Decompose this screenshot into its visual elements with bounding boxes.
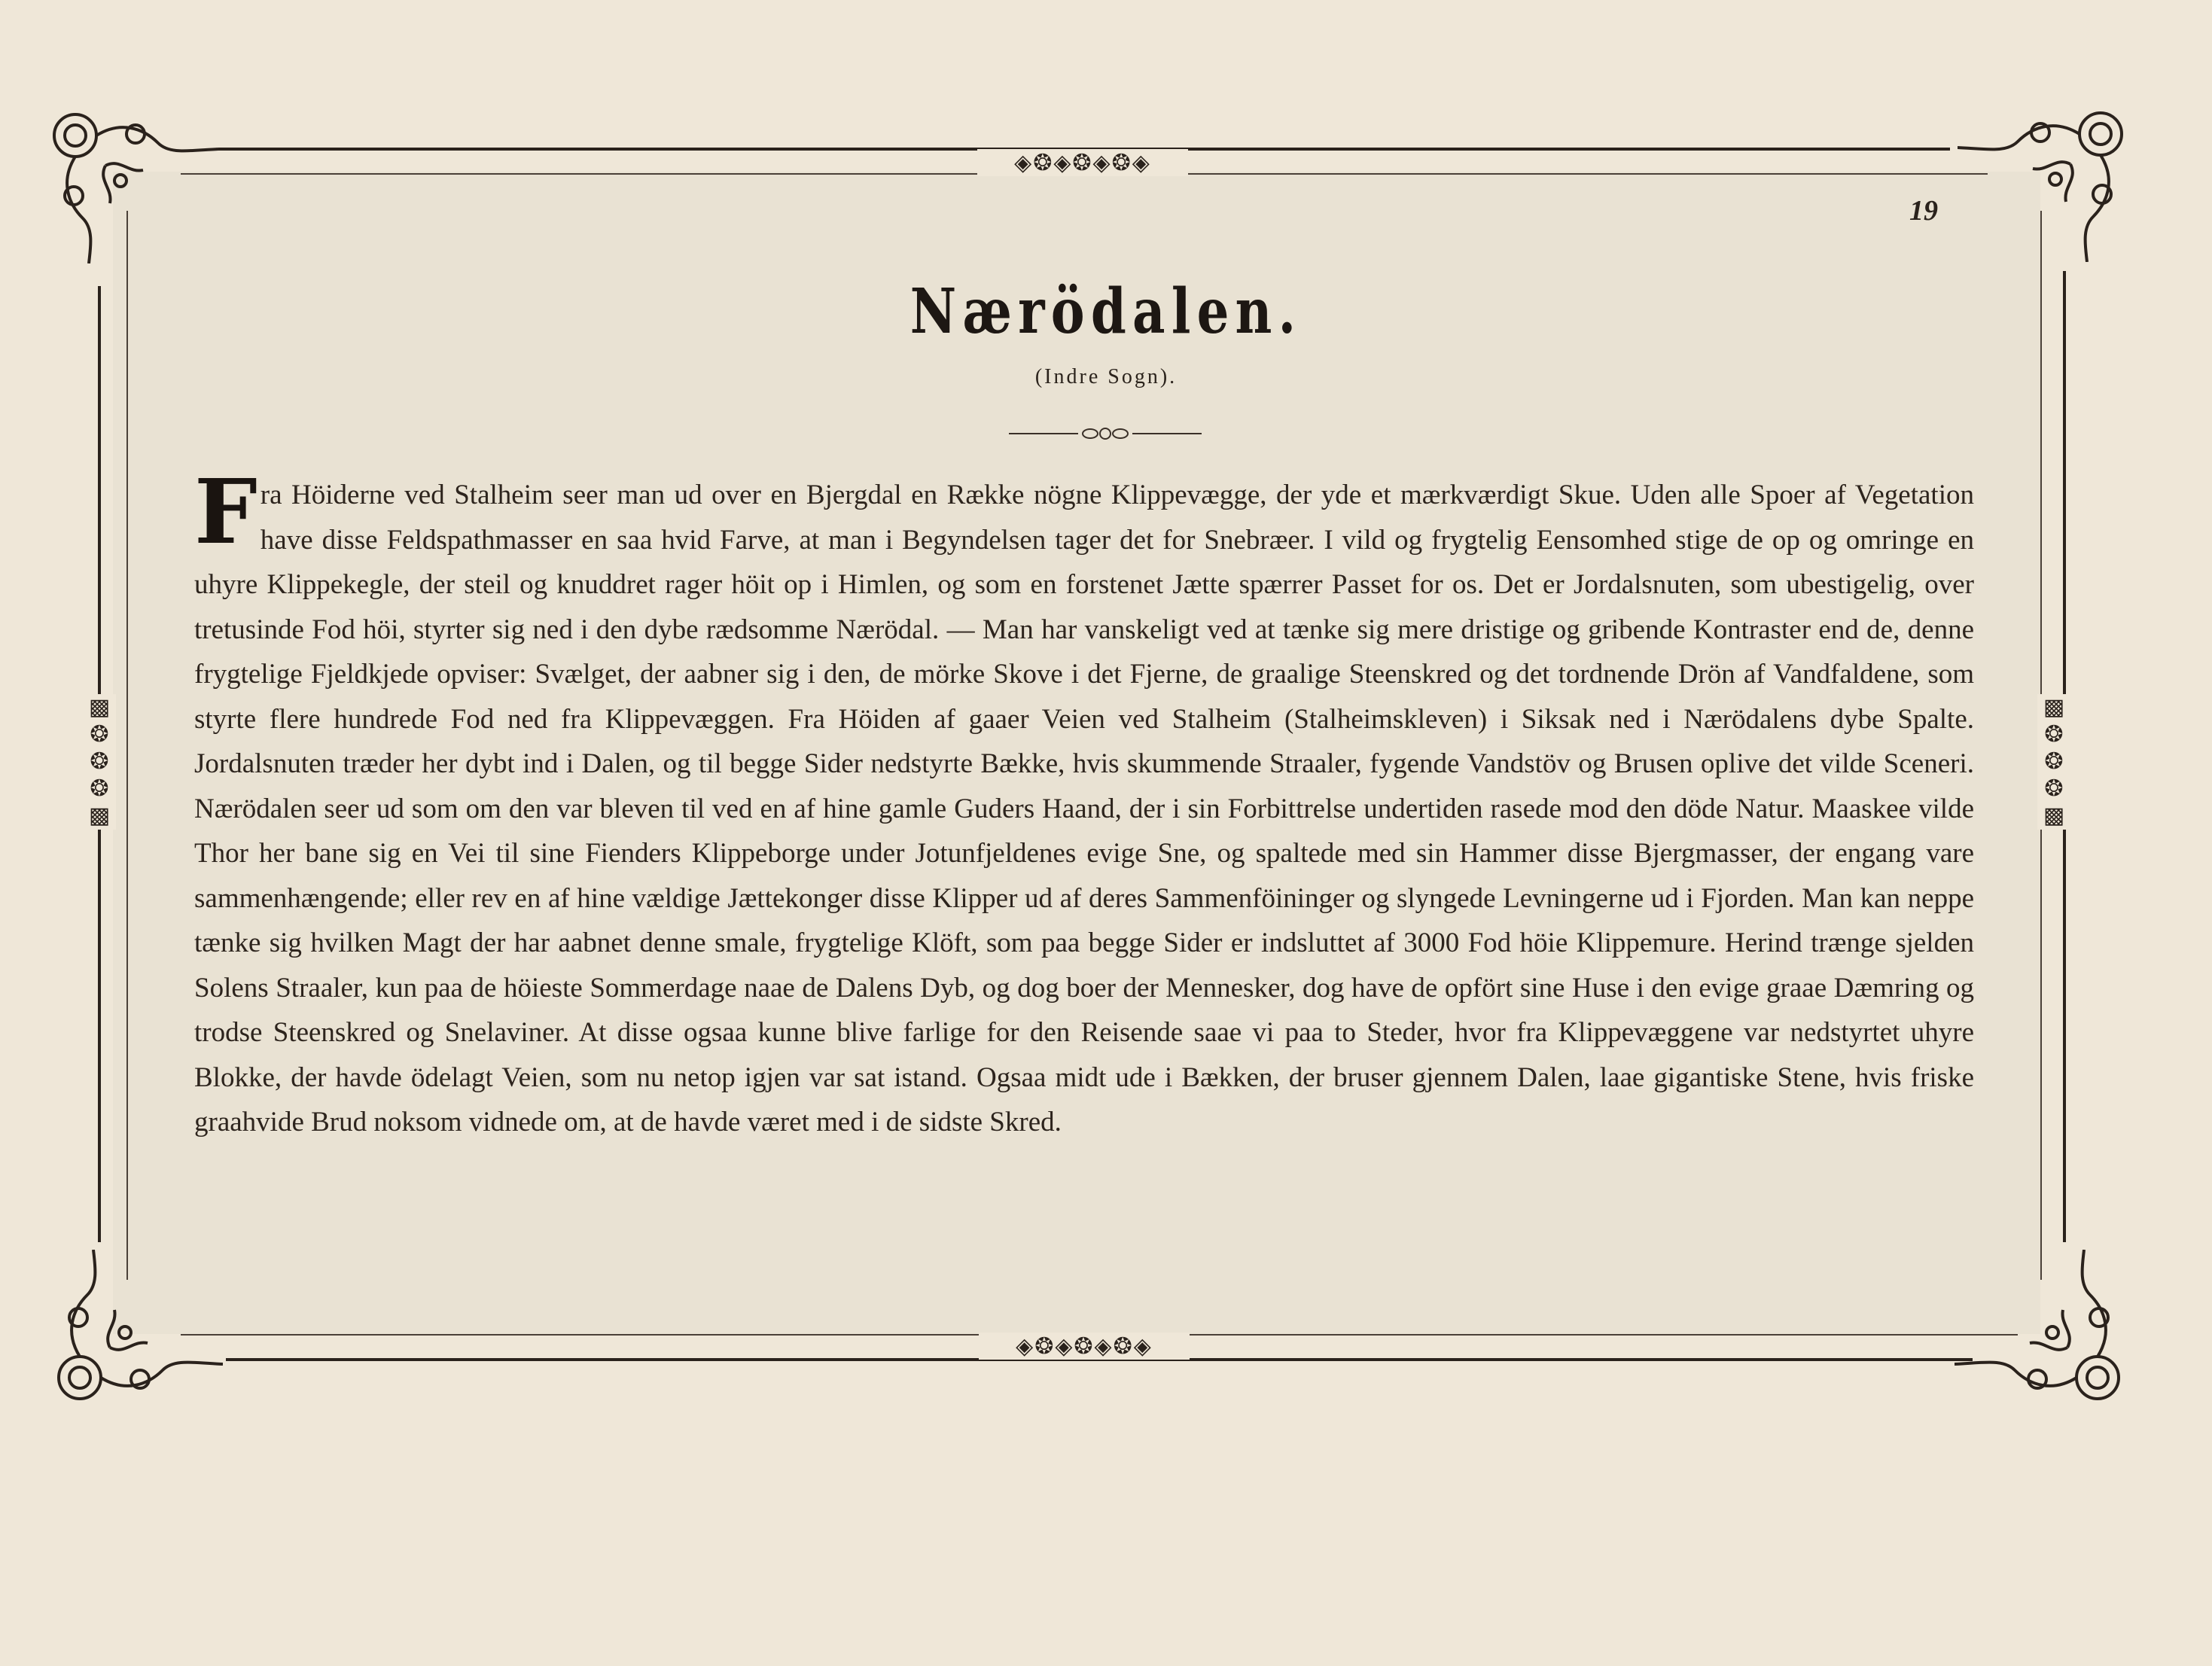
body-text: ra Höiderne ved Stalheim seer man ud over en Bjergdal en Række nögne Klippevægge, der yde et mærkværdigt Skue. Uden alle Spoer af Vegetation have disse Feldspathmasser en saa hvid Farve, at man i Begyndelsen tager det for Snebræer. I vild og frygtelig Eensomhed stige de op og omringe en uhyre Klippekegle, der steil og knuddret rager höit op i Himlen, og som en forstenet Jætte spærrer Passet for os. Det er Jordalsnuten, som ubestigelig, over tretusinde Fod höi, styrter sig ned i den dybe rædsomme Nærödal. — Man har vanskeligt ved at tænke sig mere dristige og gribende Kontraster end de, denne frygtelige Fjeldkjede opviser: Svælget, der aabner sig i den, de mörke Skove i det Fjerne, de graalige Steenskred og det tordnende Drön af Vandfaldene, som styrte flere hundrede Fod ned fra Klippevæggen. Fra Höiden af gaaer Veien ved Stalheim (Stalheimskleven) i Siksak ned i Nærödalens dybe Spalte. Jordalsnuten træder her dybt ind i Dalen, og til begge Sider nedstyrte Bække, hvis skummende Straaler, fygende Vandstöv og Brusen oplive det vilde Sceneri. Nærödalen seer ud som om den var bleven til ved en af hine gamle Guders Haand, der i sin Forbittrelse undertiden rasede mod den döde Natur. Maaskee vilde Thor her bane sig en Vei til sine Fienders Klippeborge under Jotunfjeldenes evige Sne, og spaltede med sin Hammer disse Bjergmasser, der engang vare sammenhængende; eller rev en af hine vældige Jættekonger disse Klipper ud af deres Sammenföininger og slyngede Levningerne ud i Fjorden. Man kan neppe tænke sig hvilken Magt der har aabnet denne smale, frygtelige Klöft, som paa begge Sider er indsluttet af 3000 Fod höie Klippemure. Herind trænge sjelden Solens Straaler, kun paa de höieste Sommerdage naae de Dalens Dyb, og dog boer der Mennesker, dog have de opfört sine Huse i den evige graae Dæmring og trodse Steenskred og Snelaviner. At disse ogsaa kunne blive farlige for den Reisende saae vi paa to Steder, hvor fra Klippevæggene var nedstyrtet uhyre Blokke, der havde ödelagt Veien, som nu netop igjen var sat istand. Ogsaa midt ude i Bækken, der bruser gjennem Dalen, laae gigantiske Stene, hvis friske graahvide Brud noksom vidnede om, at de havde været med i de sidste Skred. — [194, 480, 1974, 1138]
bottom-ornament-bar: ◈❂◈❂◈❂◈ — [979, 1332, 1190, 1360]
right-ornament-mid1: ❂ — [2044, 721, 2064, 748]
right-side-ornament — [2037, 694, 2070, 830]
page-subtitle: (Indre Sogn). — [1034, 365, 1178, 388]
top-left-corner-flourish — [38, 98, 218, 263]
page-title: Nærödalen. — [909, 276, 1303, 348]
left-ornament-mid1: ❂ — [90, 721, 109, 748]
body-paragraph — [194, 459, 1974, 1286]
left-side-ornament — [83, 694, 116, 830]
right-ornament-top: ▩ — [2043, 694, 2065, 720]
top-ornament-bar: ◈❂◈❂◈❂◈ — [977, 149, 1188, 176]
left-ornament-bottom: ▩ — [88, 803, 111, 829]
left-ornament-mid3: ❂ — [90, 775, 109, 802]
bottom-right-corner-flourish — [1955, 1250, 2135, 1415]
title-divider-ornament — [1009, 422, 1202, 446]
top-right-corner-flourish — [1958, 96, 2138, 262]
left-ornament-top: ▩ — [88, 694, 111, 720]
left-ornament-mid2: ❂ — [90, 748, 109, 775]
right-ornament-mid3: ❂ — [2044, 775, 2064, 802]
page-number: 19 — [1909, 195, 1938, 227]
right-ornament-mid2: ❂ — [2044, 748, 2064, 775]
drop-cap: F — [194, 459, 257, 564]
right-ornament-bottom: ▩ — [2043, 803, 2065, 829]
